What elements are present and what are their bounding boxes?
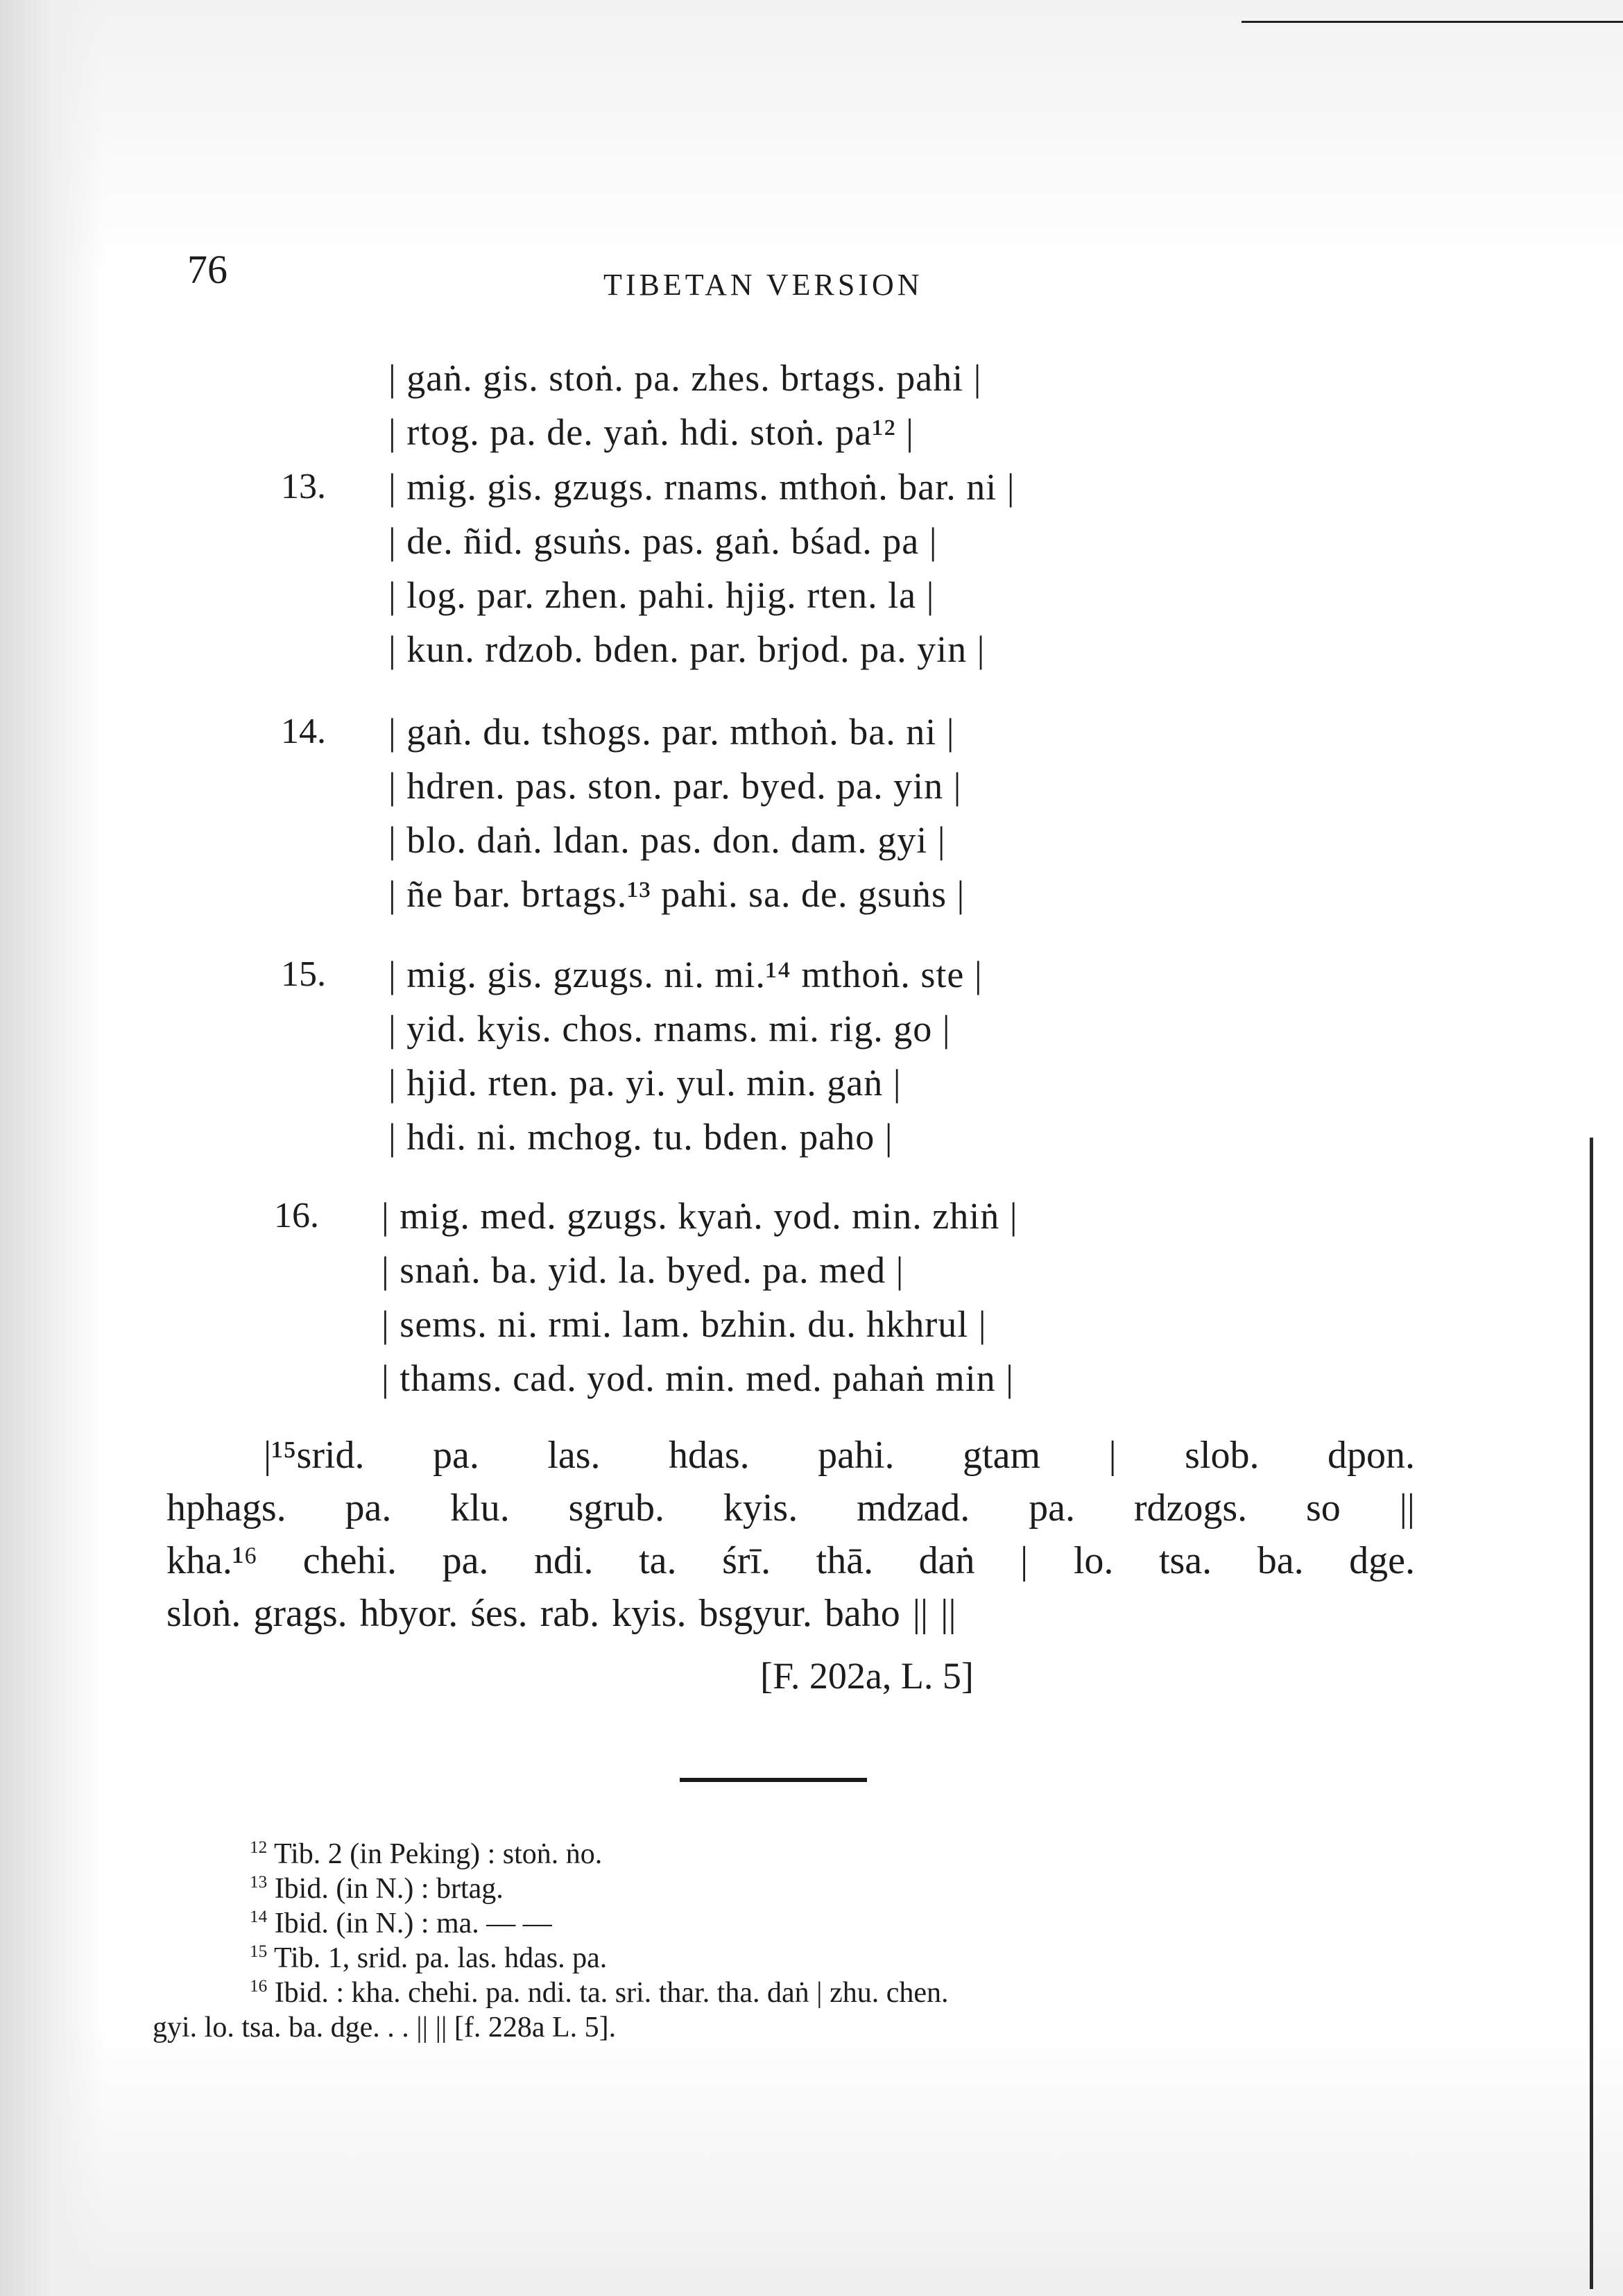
page-number: 76 xyxy=(187,247,227,292)
colophon-line: |¹⁵srid. pa. las. hdas. pahi. gtam | slob. dpon. xyxy=(264,1434,1415,1477)
footnote-mark: 15 xyxy=(250,1942,268,1961)
footnote-mark: 14 xyxy=(250,1908,268,1926)
verse-line: | yid. kyis. chos. rnams. mi. rig. go | xyxy=(388,1008,951,1050)
running-title: TIBETAN VERSION xyxy=(603,268,923,302)
verse-line: | thams. cad. yod. min. med. pahaṅ min | xyxy=(381,1357,1014,1399)
top-rule xyxy=(1242,21,1623,23)
verse-number: 15. xyxy=(281,954,326,994)
footnote-mark: 12 xyxy=(250,1838,268,1857)
footnote xyxy=(153,1871,1415,1906)
footnote-text: Ibid. (in N.) : ma. — — xyxy=(274,1908,552,1939)
verse-line: | sems. ni. rmi. lam. bzhin. du. hkhrul | xyxy=(381,1303,987,1345)
verse-line: | mig. med. gzugs. kyaṅ. yod. min. zhiṅ | xyxy=(381,1195,1018,1237)
page-header xyxy=(187,246,1262,309)
footnote xyxy=(153,1976,1415,2010)
footnote-text: Tib. 1, srid. pa. las. hdas. pa. xyxy=(273,1942,608,1974)
folio-reference: [F. 202a, L. 5] xyxy=(760,1655,974,1697)
footnote-mark: 16 xyxy=(250,1977,268,1996)
verse-number: 13. xyxy=(281,467,326,506)
verse-line: | hjid. rten. pa. yi. yul. min. gaṅ | xyxy=(388,1062,902,1104)
footnote xyxy=(153,1906,1415,1941)
verse-line: | log. par. zhen. pahi. hjig. rten. la | xyxy=(388,574,935,616)
footnote-text: Tib. 2 (in Peking) : stoṅ. ṅo. xyxy=(273,1838,603,1870)
verse-line: | gaṅ. du. tshogs. par. mthoṅ. ba. ni | xyxy=(388,711,955,753)
colophon-line: sloṅ. grags. hbyor. śes. rab. kyis. bsgyur. baho || || xyxy=(166,1592,956,1635)
footnotes xyxy=(153,1837,1415,2045)
section-separator xyxy=(680,1778,867,1782)
footnote-text: Ibid. (in N.) : brtag. xyxy=(274,1873,504,1905)
right-edge-rule xyxy=(1590,1138,1593,2289)
verse-line: | blo. daṅ. ldan. pas. don. dam. gyi | xyxy=(388,819,946,861)
colophon-line: kha.¹⁶ chehi. pa. ndi. ta. śrī. thā. daṅ | lo. tsa. ba. dge. xyxy=(166,1539,1415,1582)
verse-line: | gaṅ. gis. stoṅ. pa. zhes. brtags. pahi | xyxy=(388,357,982,399)
footnote-mark: 13 xyxy=(250,1873,268,1892)
footnote xyxy=(153,1837,1415,1871)
footnote xyxy=(153,1941,1415,1976)
verse-number: 16. xyxy=(274,1196,319,1235)
verse-line: | ñe bar. brtags.¹³ pahi. sa. de. gsuṅs | xyxy=(388,873,965,915)
scan-edge-shading xyxy=(0,0,104,2296)
verse-line: | kun. rdzob. bden. par. brjod. pa. yin | xyxy=(388,628,986,670)
verse-line: | mig. gis. gzugs. ni. mi.¹⁴ mthoṅ. ste | xyxy=(388,954,983,995)
colophon-line: hphags. pa. klu. sgrub. kyis. mdzad. pa. rdzogs. so || xyxy=(166,1487,1415,1530)
verse-line: | snaṅ. ba. yid. la. byed. pa. med | xyxy=(381,1249,904,1291)
verse-line: | hdi. ni. mchog. tu. bden. paho | xyxy=(388,1116,893,1158)
footnote-text: Ibid. : kha. chehi. pa. ndi. ta. sri. thar. tha. daṅ | zhu. chen. xyxy=(274,1977,949,2009)
verse-line: | de. ñid. gsuṅs. pas. gaṅ. bśad. pa | xyxy=(388,520,938,562)
verse-line: | rtog. pa. de. yaṅ. hdi. stoṅ. pa¹² | xyxy=(388,411,914,453)
footnote-continuation: gyi. lo. tsa. ba. dge. . . || || [f. 228a L. 5]. xyxy=(153,2012,617,2044)
verse-line: | mig. gis. gzugs. rnams. mthoṅ. bar. ni | xyxy=(388,466,1015,508)
colophon xyxy=(166,1429,1415,1640)
verse-line: | hdren. pas. ston. par. byed. pa. yin | xyxy=(388,765,962,807)
verse-number: 14. xyxy=(281,712,326,751)
